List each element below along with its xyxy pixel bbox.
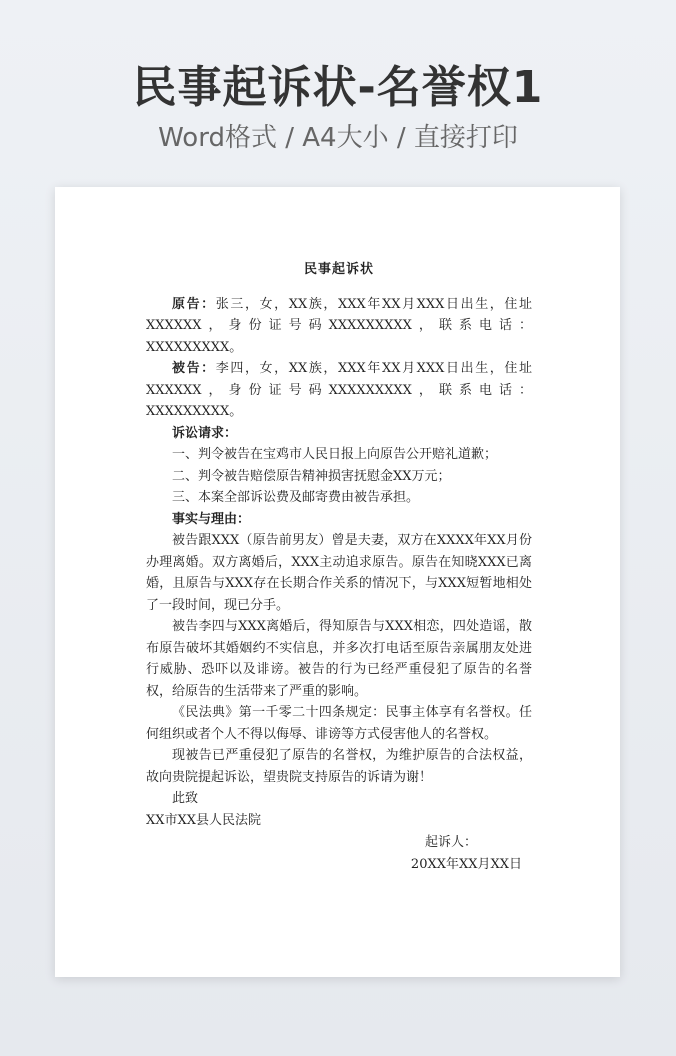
header [0,60,676,156]
claims-heading: 诉讼请求： [172,425,238,441]
closing-text: 此致 [172,791,199,806]
document-title: 民事起诉状 [303,262,374,277]
document-body [146,259,532,875]
facts-heading: 事实与理由： [172,511,251,527]
page-title: 民事起诉状-名誉权1 [132,62,544,113]
plaintiff-text: 张三，女，XX族，XXX年XX月XXX日出生，住址XXXXXX，身份证号码XXXXXXXXX，联系电话：XXXXXXXXX。 [146,296,532,355]
claim-item: 一、判令被告在宝鸡市人民日报上向原告公开赔礼道歉； [172,447,498,462]
document-page [55,187,620,977]
document-date: 20XX年XX月XX日 [410,856,522,872]
plaintiff-paragraph [146,294,532,359]
signer-label: 起诉人： [424,835,477,850]
claim-item: 三、本案全部诉讼费及邮寄费由被告承担。 [172,490,420,505]
facts-paragraph: 被告跟XXX（原告前男友）曾是夫妻，双方在XXXX年XX月份办理离婚。双方离婚后，XXX主动追求原告。原告在知晓XXX已离婚，且原告与XXX存在长期合作关系的情况下，与XXX短暂地相处了一段时间，现已分手。 [146,533,532,613]
facts-paragraph: 《民法典》第一千零二十四条规定：民事主体享有名誉权。任何组织或者个人不得以侮辱、诽谤等方式侵害他人的名誉权。 [146,705,532,742]
facts-paragraph: 现被告已严重侵犯了原告的名誉权，为维护原告的合法权益，故向贵院提起诉讼，望贵院支持原告的诉请为谢！ [146,748,532,785]
facts-paragraph: 被告李四与XXX离婚后，得知原告与XXX相恋，四处造谣，散布原告破坏其婚姻约不实信息，并多次打电话至原告亲属朋友处进行威胁、恐吓以及诽谤。被告的行为已经严重侵犯了原告的名誉权，给原告的生活带来了严重的影响。 [146,619,532,699]
defendant-text: 李四，女，XX族，XXX年XX月XXX日出生，住址XXXXXX，身份证号码XXXXXXXXX，联系电话：XXXXXXXXX。 [146,361,532,419]
claim-item: 二、判令被告赔偿原告精神损害抚慰金XX万元； [172,468,451,484]
defendant-label: 被告： [172,361,216,376]
page-subtitle: Word格式 / A4大小 / 直接打印 [158,123,518,153]
plaintiff-label: 原告： [172,296,216,312]
court-name: XX市XX县人民法院 [146,812,262,828]
defendant-paragraph [146,358,532,423]
